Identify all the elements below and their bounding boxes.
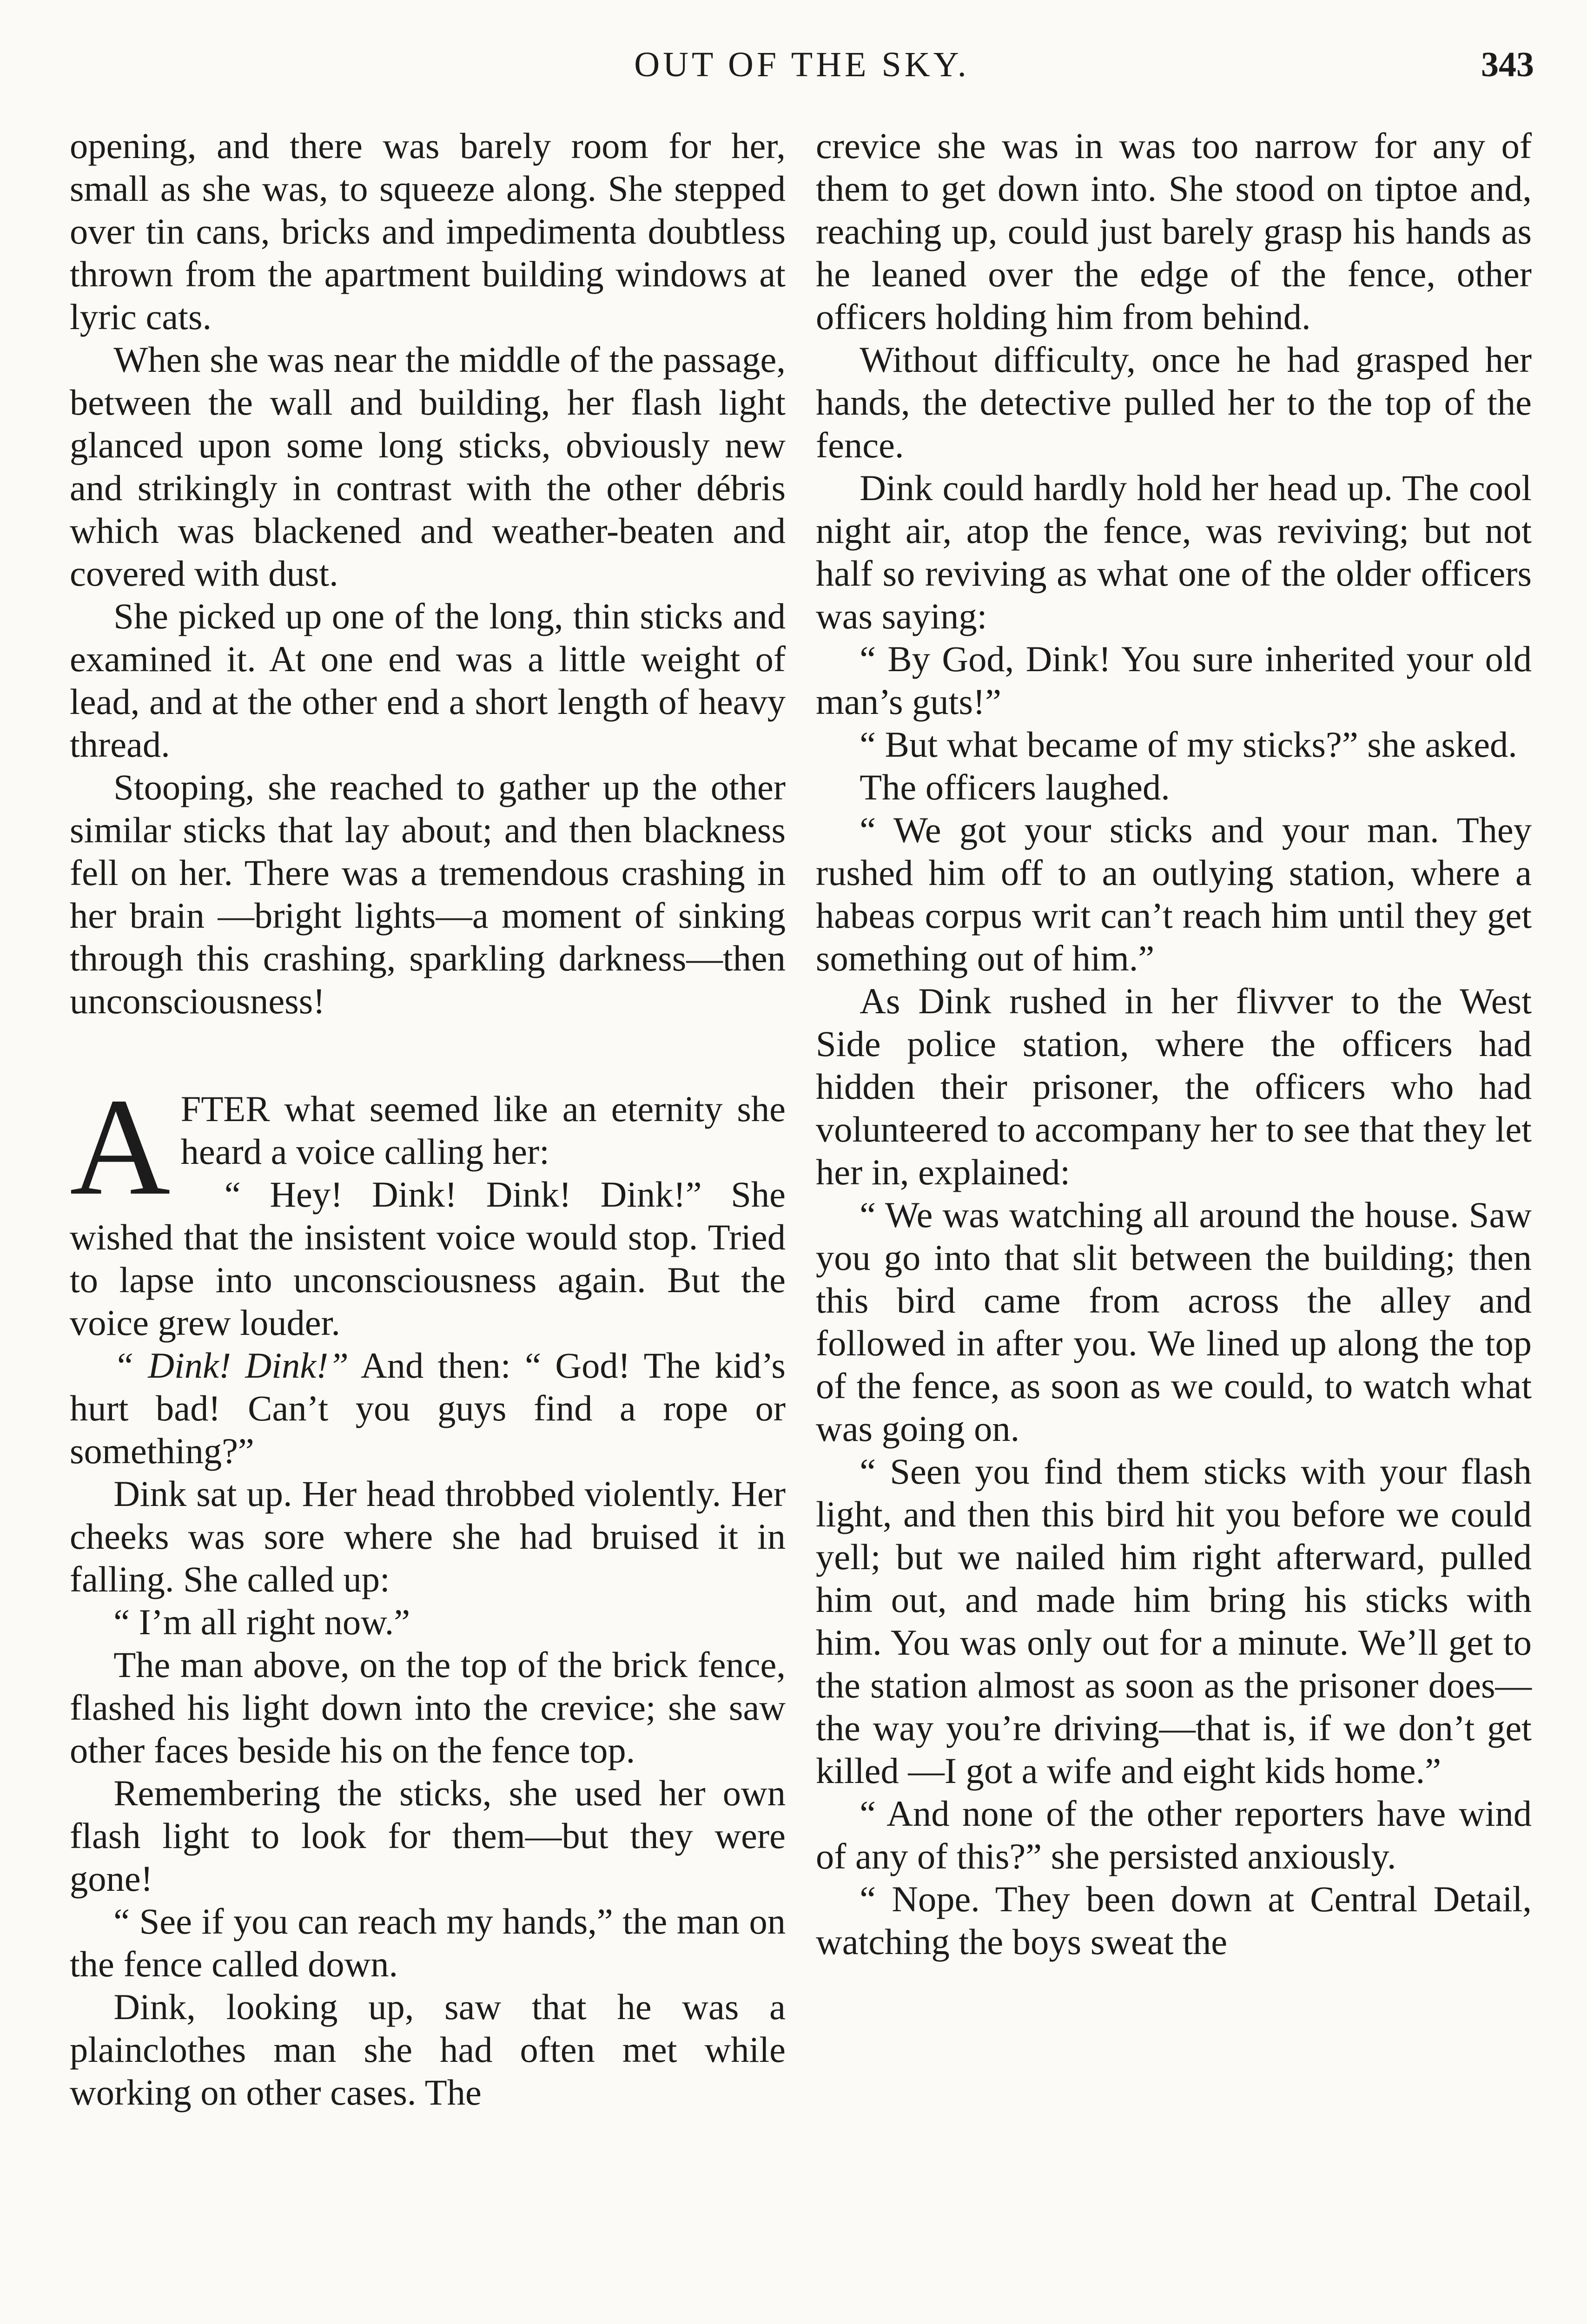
running-title: OUT OF THE SKY. xyxy=(634,45,970,84)
paragraph: crevice she was in was too narrow for any of them to get down into. She stood on tiptoe and, reaching up, could just barely grasp his hands as he leaned over the edge of the fence, other officers holding him from behind. xyxy=(816,125,1532,337)
drop-cap: A xyxy=(70,1070,171,1224)
page-header xyxy=(70,45,1534,96)
paragraph: “ By God, Dink! You sure inherited your old man’s guts!” xyxy=(816,639,1532,722)
paragraph: “ Hey! Dink! Dink! Dink!” She wished that the insistent voice would stop. Tried to lapse into unconsciousness again. But the voice grew louder. xyxy=(70,1174,786,1343)
page-number: 343 xyxy=(1481,45,1534,84)
paragraph: She picked up one of the long, thin sticks and examined it. At one end was a little weight of lead, and at the other end a short length of heavy thread. xyxy=(70,596,786,765)
left-column xyxy=(70,125,786,2114)
right-column xyxy=(816,125,1532,1963)
paragraph: The man above, on the top of the brick fence, flashed his light down into the crevice; she saw other faces beside his on the fence top. xyxy=(70,1644,786,1770)
paragraph: “ See if you can reach my hands,” the man on the fence called down. xyxy=(70,1901,786,1984)
paragraph-text: And then: “ God! The kid’s hurt bad! Can’t you guys find a rope or something?” xyxy=(70,1345,786,1471)
paragraph: Without difficulty, once he had grasped her hands, the detective pulled her to the top of the fence. xyxy=(816,339,1532,465)
paragraph: “ But what became of my sticks?” she asked. xyxy=(860,724,1517,765)
paragraph: Stooping, she reached to gather up the other similar sticks that lay about; and then blackness fell on her. There was a tremendous crashing in her brain —bright lights—a moment of sinking through this crashing, sparkling darkness—then unconsciousness! xyxy=(70,767,786,1021)
paragraph: “ We was watching all around the house. Saw you go into that slit between the building; then this bird came from across the alley and followed in after you. We lined up along the top of the fence, as soon as we could, to watch what was going on. xyxy=(816,1195,1532,1449)
paragraph-text: FTER what seemed like an eternity she heard a voice calling her: xyxy=(180,1089,786,1172)
paragraph: As Dink rushed in her flivver to the West Side police station, where the officers had hidden their prisoner, the officers who had volunteered to accompany her to see that they let her in, explained: xyxy=(816,981,1532,1192)
paragraph: “ I’m all right now.” xyxy=(113,1602,410,1642)
section-opening-paragraph xyxy=(70,1070,786,1224)
paragraph: “ Seen you find them sticks with your flash light, and then this bird hit you before we could yell; but we nailed him right afterward, pulled him out, and made him bring his sticks with him. You was only out for a minute. We’ll get to the station almost as soon as the prisoner does—the way you’re driving—that is, if we don’t get killed —I got a wife and eight kids home.” xyxy=(816,1451,1532,1791)
paragraph: “ And none of the other reporters have wind of any of this?” she persisted anxiously. xyxy=(816,1793,1532,1876)
paragraph: Dink, looking up, saw that he was a plainclothes man she had often met while working on other cases. The xyxy=(70,1987,786,2113)
paragraph: Dink could hardly hold her head up. The cool night air, atop the fence, was reviving; but not half so reviving as what one of the older officers was saying: xyxy=(816,468,1532,636)
paragraph: When she was near the middle of the passage, between the wall and building, her flash light glanced upon some long sticks, obviously new and strikingly in contrast with the other débris which was blackened and weather-beaten and covered with dust. xyxy=(70,339,786,594)
paragraph xyxy=(70,1344,786,1472)
paragraph: Dink sat up. Her head throbbed violently. Her cheeks was sore where she had bruised it in falling. She called up: xyxy=(70,1473,786,1599)
paragraph: opening, and there was barely room for her, small as she was, to squeeze along. She stepped over tin cans, bricks and impedimenta doubtless thrown from the apartment building windows at lyric cats. xyxy=(70,125,786,337)
italic-exclamation: “ Dink! Dink!” xyxy=(113,1345,349,1386)
paragraph: The officers laughed. xyxy=(860,767,1170,807)
paragraph: Remembering the sticks, she used her own flash light to look for them—but they were gone! xyxy=(70,1773,786,1899)
paragraph: “ We got your sticks and your man. They rushed him off to an outlying station, where a habeas corpus writ can’t reach him until they get something out of him.” xyxy=(816,810,1532,978)
paragraph: “ Nope. They been down at Central Detail, watching the boys sweat the xyxy=(816,1879,1532,1962)
